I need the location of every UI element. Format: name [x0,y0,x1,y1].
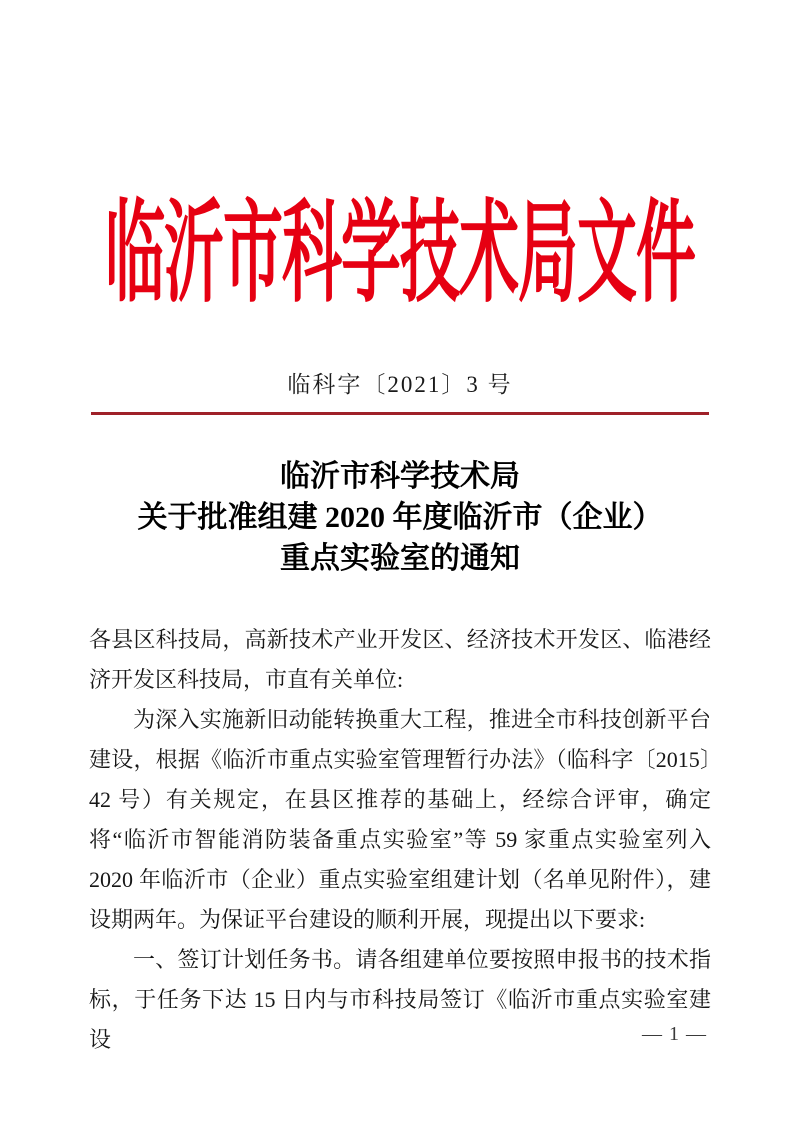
body-paragraph-1: 为深入实施新旧动能转换重大工程，推进全市科技创新平台建设，根据《临沂市重点实验室管理暂行办法》（临科字〔2015〕42 号）有关规定，在县区推荐的基础上，经综合评审，确定将“临沂市智能消防装备重点实验室”等 59 家重点实验室列入 2020 年临沂市（企业）重点实验室组建计划（名单见附件），建设期两年。为保证平台建设的顺利开展，现提出以下要求: [89,707,711,932]
page-number: — 1 — [642,1023,707,1045]
agency-letterhead [0,192,800,316]
notice-title-line-3: 重点实验室的通知 [280,542,520,575]
document-body [89,620,711,1060]
agency-letterhead-text: 临沂市科学技术局文件 [105,192,695,316]
notice-title-line-1: 临沂市科学技术局 [280,460,520,493]
body-paragraph-2: 一、签订计划任务书。请各组建单位要按照申报书的技术指标，于任务下达 15 日内与市科技局签订《临沂市重点实验室建设 [89,947,711,1052]
notice-title-line-2: 关于批准组建 2020 年度临沂市（企业） [137,501,663,534]
red-separator-line [91,412,709,415]
notice-title [0,456,800,579]
recipients-paragraph: 各县区科技局，高新技术产业开发区、经济技术开发区、临港经济开发区科技局，市直有关单位: [89,627,711,692]
doc-number: 临科字〔2021〕3 号 [287,372,513,397]
